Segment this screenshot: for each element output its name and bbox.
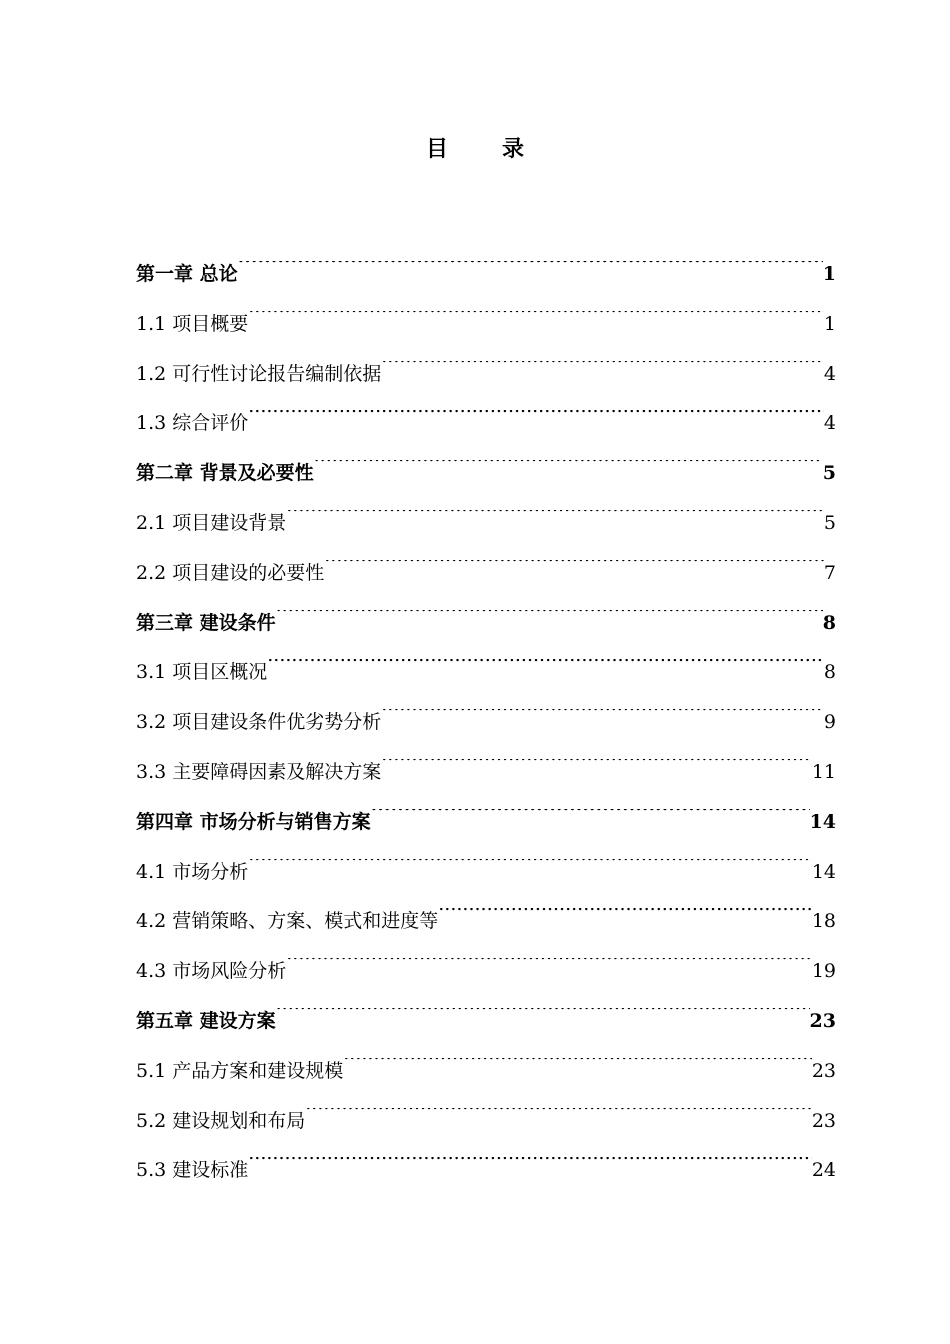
toc-list (136, 250, 836, 1196)
toc-section-entry[interactable] (136, 947, 836, 997)
toc-entry-label: 5.3 建设标准 (136, 1159, 249, 1182)
toc-dot-leader (324, 560, 824, 579)
toc-section-entry[interactable] (136, 399, 836, 449)
toc-entry-page-number: 23 (809, 1009, 836, 1032)
toc-entry-label: 第五章 建设方案 (136, 1009, 276, 1032)
toc-section-entry[interactable] (136, 350, 836, 400)
toc-dot-leader (238, 261, 823, 280)
toc-entry-label: 第二章 背景及必要性 (136, 462, 314, 485)
toc-entry-label: 1.2 可行性讨论报告编制依据 (136, 362, 382, 385)
toc-entry-page-number: 19 (811, 960, 836, 983)
toc-entry-page-number: 5 (822, 462, 836, 485)
toc-chapter-entry[interactable] (136, 997, 836, 1047)
toc-entry-label: 5.2 建设规划和布局 (136, 1109, 306, 1132)
toc-dot-leader (305, 1108, 812, 1127)
toc-entry-label: 4.1 市场分析 (136, 860, 249, 883)
toc-dot-leader (267, 659, 824, 678)
toc-dot-leader (276, 1008, 810, 1027)
toc-section-entry[interactable] (136, 648, 836, 698)
toc-dot-leader (248, 410, 824, 429)
toc-section-entry[interactable] (136, 897, 836, 947)
toc-dot-leader (343, 1058, 812, 1077)
toc-dot-leader (286, 510, 824, 529)
toc-section-entry[interactable] (136, 1097, 836, 1147)
toc-dot-leader (314, 460, 823, 479)
toc-chapter-entry[interactable] (136, 798, 836, 848)
toc-entry-page-number: 18 (811, 910, 836, 933)
toc-dot-leader (371, 809, 810, 828)
toc-entry-page-number: 8 (823, 661, 836, 684)
toc-entry-page-number: 8 (822, 611, 836, 634)
toc-entry-label: 3.3 主要障碍因素及解决方案 (136, 760, 382, 783)
toc-chapter-entry[interactable] (136, 599, 836, 649)
toc-dot-leader (248, 311, 824, 330)
toc-entry-page-number: 11 (811, 760, 836, 783)
toc-section-entry[interactable] (136, 1146, 836, 1196)
toc-dot-leader (276, 610, 823, 629)
toc-entry-label: 2.2 项目建设的必要性 (136, 561, 325, 584)
toc-section-entry[interactable] (136, 698, 836, 748)
toc-section-entry[interactable] (136, 549, 836, 599)
toc-entry-page-number: 1 (822, 263, 836, 285)
toc-entry-page-number: 7 (823, 561, 836, 584)
toc-entry-label: 2.1 项目建设背景 (136, 511, 287, 534)
toc-dot-leader (381, 759, 812, 778)
toc-section-entry[interactable] (136, 300, 836, 350)
toc-entry-page-number: 24 (811, 1159, 836, 1182)
toc-entry-page-number: 14 (809, 810, 836, 833)
toc-section-entry[interactable] (136, 748, 836, 798)
toc-entry-label: 3.1 项目区概况 (136, 661, 268, 684)
toc-entry-label: 第一章 总论 (136, 263, 238, 285)
toc-entry-page-number: 4 (823, 412, 836, 435)
toc-entry-page-number: 9 (823, 711, 836, 734)
toc-dot-leader (248, 859, 812, 878)
toc-dot-leader (286, 958, 812, 977)
toc-entry-label: 1.1 项目概要 (136, 312, 249, 335)
toc-dot-leader (248, 1157, 812, 1176)
toc-entry-label: 4.2 营销策略、方案、模式和进度等 (136, 910, 439, 933)
toc-entry-label: 5.1 产品方案和建设规模 (136, 1059, 344, 1082)
toc-entry-label: 第三章 建设条件 (136, 611, 276, 634)
toc-dot-leader (438, 908, 812, 927)
toc-entry-label: 4.3 市场风险分析 (136, 960, 287, 983)
toc-chapter-entry[interactable] (136, 449, 836, 499)
toc-title: 目 录 (425, 136, 540, 162)
toc-section-entry[interactable] (136, 1047, 836, 1097)
toc-section-entry[interactable] (136, 499, 836, 549)
toc-entry-page-number: 5 (823, 511, 836, 534)
toc-section-entry[interactable] (136, 848, 836, 898)
toc-entry-page-number: 4 (823, 362, 836, 385)
toc-dot-leader (381, 709, 824, 728)
toc-entry-label: 3.2 项目建设条件优劣势分析 (136, 711, 382, 734)
toc-entry-page-number: 23 (811, 1059, 836, 1082)
toc-chapter-entry[interactable] (136, 250, 836, 300)
toc-dot-leader (381, 361, 824, 380)
toc-entry-page-number: 23 (811, 1109, 836, 1132)
toc-entry-page-number: 14 (811, 860, 836, 883)
toc-entry-page-number: 1 (823, 312, 836, 335)
toc-entry-label: 第四章 市场分析与销售方案 (136, 810, 371, 833)
toc-entry-label: 1.3 综合评价 (136, 412, 249, 435)
